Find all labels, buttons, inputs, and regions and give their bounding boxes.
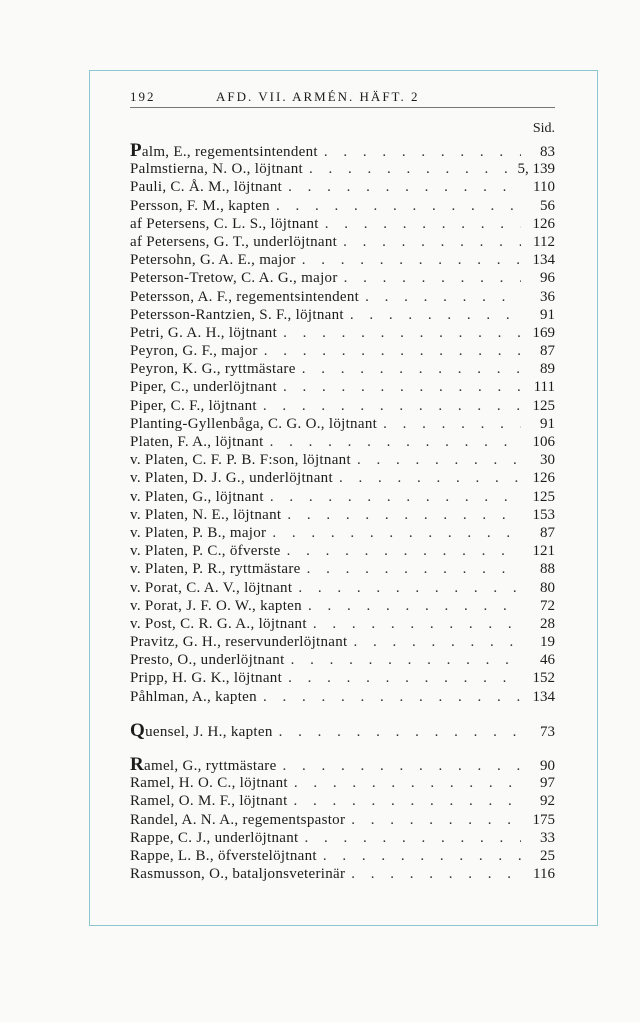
dot-leader	[302, 360, 521, 378]
entry-page: 92	[540, 793, 555, 810]
entry-name	[130, 160, 303, 178]
entry-text: Ramel, O. M. F., löjtnant	[130, 793, 288, 810]
section-initial: R	[130, 756, 145, 775]
entry-page: 169	[532, 324, 555, 341]
dot-leader	[313, 615, 521, 633]
dot-leader	[283, 757, 521, 774]
page-column-label: Sid.	[532, 121, 555, 136]
entry-text: Petersson-Rantzien, S. F., löjtnant	[130, 306, 344, 323]
entry-page: 110	[533, 179, 555, 196]
entry-page: 87	[540, 343, 555, 360]
index-entry	[130, 651, 555, 669]
entry-text: af Petersens, G. T., underlöjtnant	[130, 233, 338, 250]
dot-leader	[354, 633, 521, 651]
entry-name	[130, 560, 301, 578]
entry-page: 91	[540, 306, 555, 323]
entry-name	[130, 488, 264, 506]
dot-leader	[288, 178, 521, 196]
index-entry	[130, 288, 555, 306]
index-entry	[130, 269, 555, 287]
entry-text: alm, E., regementsintendent	[141, 144, 318, 160]
entry-name	[130, 415, 377, 433]
dot-leader	[344, 269, 521, 287]
entry-page: 89	[540, 361, 555, 378]
index-entry	[130, 415, 555, 433]
entry-name	[130, 378, 277, 396]
entry-page: 116	[533, 866, 555, 883]
entry-name	[130, 579, 292, 597]
entry-name	[130, 324, 277, 342]
entry-page: 90	[540, 758, 555, 774]
dot-leader	[272, 524, 521, 542]
dot-leader	[351, 865, 521, 883]
header-rule	[130, 107, 555, 108]
entry-text: Rasmusson, O., bataljonsveterinär	[130, 866, 346, 883]
entry-text: v. Platen, C. F. P. B. F:son, löjtnant	[130, 452, 351, 469]
entry-page: 25	[540, 847, 555, 864]
entry-name	[130, 865, 345, 883]
entry-page: 73	[540, 723, 555, 740]
entry-page: 112	[533, 233, 555, 250]
dot-leader	[270, 433, 521, 451]
page-number: 192	[130, 89, 156, 104]
dot-leader	[283, 378, 521, 396]
index-entry	[130, 233, 555, 251]
entry-page: 83	[540, 144, 555, 160]
entry-name	[130, 669, 282, 687]
entry-name	[130, 142, 318, 160]
dot-leader	[270, 488, 521, 506]
entry-text: amel, G., ryttmästare	[144, 758, 277, 774]
index-entry	[130, 397, 555, 415]
entry-name	[130, 233, 337, 251]
entry-text: Platen, F. A., löjtnant	[130, 434, 264, 450]
dot-leader	[350, 306, 521, 324]
index-entry	[130, 488, 555, 506]
dot-leader	[264, 342, 521, 360]
dot-leader	[287, 542, 521, 560]
entry-text: v. Platen, G., löjtnant	[130, 488, 264, 505]
dot-leader	[339, 469, 521, 487]
entry-name	[130, 397, 257, 415]
entry-text: Pravitz, G. H., reservunderlöjtnant	[130, 634, 348, 651]
dot-leader	[283, 324, 521, 342]
entry-text: Ramel, H. O. C., löjtnant	[130, 775, 288, 792]
entry-name	[130, 688, 257, 706]
entry-page: 126	[532, 215, 555, 232]
dot-leader	[298, 579, 521, 597]
index-entry	[130, 178, 555, 196]
entry-text: Peyron, K. G., ryttmästare	[130, 361, 296, 378]
index-entry	[130, 688, 555, 706]
entry-name	[130, 451, 351, 469]
entry-text: Peyron, G. F., major	[130, 343, 258, 360]
dot-leader	[365, 288, 521, 306]
dot-leader	[324, 143, 521, 160]
index-entry	[130, 451, 555, 469]
entry-name	[130, 542, 281, 560]
index-entry	[130, 597, 555, 615]
entry-text: v. Platen, P. C., öfverste	[130, 543, 281, 560]
entry-text: v. Platen, D. J. G., underlöjtnant	[130, 470, 333, 487]
entry-text: Piper, C. F., löjtnant	[130, 397, 257, 414]
dot-leader	[302, 251, 521, 269]
index-entry	[130, 847, 555, 865]
dot-leader	[279, 723, 521, 740]
entry-page: 5, 139	[517, 161, 555, 178]
entry-name	[130, 506, 281, 524]
entry-page: 134	[532, 688, 555, 705]
index-entry	[130, 360, 555, 378]
entry-text: Persson, F. M., kapten	[130, 197, 270, 214]
index-entry	[130, 342, 555, 360]
entry-name	[130, 847, 317, 865]
entry-page: 134	[532, 252, 555, 269]
index-entry	[130, 792, 555, 810]
entry-name	[130, 792, 288, 810]
entry-name	[130, 306, 344, 324]
dot-leader	[325, 215, 521, 233]
entry-name	[130, 433, 264, 451]
dot-leader	[294, 774, 521, 792]
dot-leader	[351, 811, 521, 829]
entry-text: Piper, C., underlöjtnant	[130, 379, 277, 396]
index-entry	[130, 433, 555, 451]
entry-text: Pripp, H. G. K., löjtnant	[130, 670, 283, 687]
page-frame	[89, 70, 598, 926]
dot-leader	[263, 397, 521, 415]
index-entry	[130, 524, 555, 542]
entry-page: 126	[532, 470, 555, 487]
entry-name	[130, 597, 302, 615]
entry-text: Rappe, C. J., underlöjtnant	[130, 829, 299, 846]
entry-name	[130, 524, 266, 542]
dot-leader	[308, 597, 521, 615]
entry-name	[130, 269, 338, 287]
entry-page: 33	[540, 829, 555, 846]
page-title: AFD. VII. ARMÉN. HÄFT. 2	[216, 89, 420, 104]
index-list	[130, 142, 555, 883]
entry-text: v. Porat, C. A. V., löjtnant	[130, 579, 293, 596]
entry-page: 88	[540, 561, 555, 578]
index-entry	[130, 324, 555, 342]
entry-name	[130, 215, 319, 233]
index-entry	[130, 506, 555, 524]
entry-name	[130, 756, 277, 774]
index-entry	[130, 160, 555, 178]
index-entry	[130, 215, 555, 233]
entry-text: Planting-Gyllenbåga, C. G. O., löjtnant	[130, 415, 378, 432]
dot-leader	[263, 688, 521, 706]
entry-page: 96	[540, 270, 555, 287]
entry-text: Randel, A. N. A., regementspastor	[130, 811, 346, 828]
index-entry	[130, 306, 555, 324]
entry-name	[130, 811, 345, 829]
index-entry	[130, 811, 555, 829]
dot-leader	[323, 847, 521, 865]
entry-text: v. Platen, N. E., löjtnant	[130, 506, 282, 523]
entry-name	[130, 288, 359, 306]
dot-leader	[294, 792, 521, 810]
dot-leader	[343, 233, 521, 251]
entry-page: 152	[532, 670, 555, 687]
entry-text: Palmstierna, N. O., löjtnant	[130, 161, 303, 178]
entry-name	[130, 469, 333, 487]
entry-text: v. Post, C. R. G. A., löjtnant	[130, 615, 307, 632]
entry-name	[130, 829, 299, 847]
index-entry	[130, 722, 555, 740]
entry-text: v. Porat, J. F. O. W., kapten	[130, 597, 302, 614]
index-entry	[130, 142, 555, 160]
index-entry	[130, 560, 555, 578]
index-entry	[130, 865, 555, 883]
dot-leader	[291, 651, 521, 669]
entry-page: 106	[532, 434, 555, 450]
entry-text: af Petersens, C. L. S., löjtnant	[130, 215, 319, 232]
entry-page: 46	[540, 652, 555, 669]
index-entry	[130, 579, 555, 597]
entry-text: Påhlman, A., kapten	[130, 688, 257, 705]
index-entry	[130, 756, 555, 774]
entry-page: 121	[532, 543, 555, 560]
entry-page: 87	[540, 524, 555, 541]
entry-text: Peterson-Tretow, C. A. G., major	[130, 270, 338, 287]
index-entry	[130, 197, 555, 215]
entry-page: 19	[540, 634, 555, 651]
entry-text: Petri, G. A. H., löjtnant	[130, 324, 278, 341]
entry-page: 91	[540, 415, 555, 432]
entry-name	[130, 651, 285, 669]
entry-page: 153	[532, 506, 555, 523]
entry-name	[130, 197, 270, 215]
dot-leader	[288, 669, 521, 687]
entry-text: Rappe, L. B., öfverstelöjtnant	[130, 847, 317, 864]
index-entry	[130, 542, 555, 560]
dot-leader	[357, 451, 521, 469]
entry-name	[130, 774, 288, 792]
dot-leader	[309, 160, 514, 178]
index-entry	[130, 669, 555, 687]
entry-text: Pauli, C. Å. M., löjtnant	[130, 179, 283, 196]
index-entry	[130, 251, 555, 269]
index-entry	[130, 615, 555, 633]
entry-page: 56	[540, 197, 555, 214]
index-entry	[130, 378, 555, 396]
section-gap	[130, 706, 555, 722]
index-entry	[130, 774, 555, 792]
entry-page: 80	[540, 579, 555, 596]
entry-name	[130, 722, 273, 740]
entry-page: 97	[540, 775, 555, 792]
dot-leader	[383, 415, 521, 433]
running-head	[130, 89, 555, 105]
dot-leader	[307, 560, 521, 578]
index-entry	[130, 829, 555, 847]
entry-text: v. Platen, P. R., ryttmästare	[130, 561, 301, 578]
entry-page: 28	[540, 615, 555, 632]
entry-name	[130, 360, 296, 378]
entry-name	[130, 342, 258, 360]
entry-text: Presto, O., underlöjtnant	[130, 652, 285, 669]
entry-page: 72	[540, 597, 555, 614]
entry-text: Petersohn, G. A. E., major	[130, 252, 296, 269]
index-entry	[130, 469, 555, 487]
entry-page: 30	[540, 452, 555, 469]
entry-text: uensel, J. H., kapten	[145, 723, 273, 740]
entry-text: v. Platen, P. B., major	[130, 524, 267, 541]
section-gap	[130, 740, 555, 756]
entry-name	[130, 615, 307, 633]
section-initial: P	[130, 142, 142, 161]
entry-name	[130, 251, 296, 269]
index-entry	[130, 633, 555, 651]
entry-page: 175	[532, 811, 555, 828]
dot-leader	[287, 506, 521, 524]
dot-leader	[305, 829, 522, 847]
entry-text: Petersson, A. F., regementsintendent	[130, 288, 360, 305]
entry-page: 111	[533, 379, 555, 396]
entry-page: 125	[532, 488, 555, 505]
dot-leader	[276, 197, 521, 215]
entry-name	[130, 633, 348, 651]
entry-page: 125	[532, 397, 555, 414]
section-initial: Q	[130, 721, 146, 740]
entry-page: 36	[540, 288, 555, 305]
entry-name	[130, 178, 282, 196]
